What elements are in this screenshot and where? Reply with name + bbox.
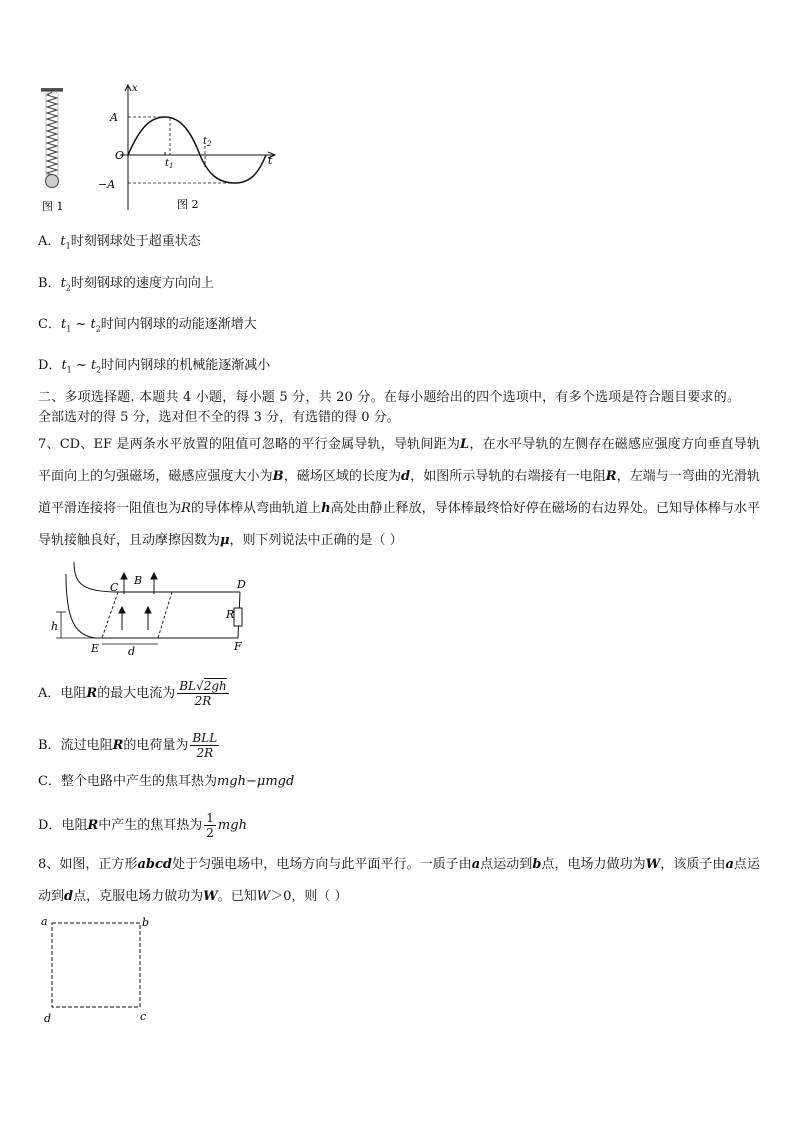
vertex-b-label: b: [142, 916, 150, 929]
q6-option-d: D．$t_1$ ~ $t_2$时间内钢球的机械能逐渐减小: [38, 358, 271, 375]
axis-t-label: t: [268, 154, 273, 167]
q8-stem: 8、如图，正方形abcd处于匀强电场中，电场方向与此平面平行。一质子由a点运动到b点，电场力做功为W，该质子由a点运动到d点，克服电场力做功为W。已知W＞0，则（ ）: [38, 857, 760, 904]
neg-amplitude-label: −A: [98, 178, 116, 191]
label-B-field: B: [134, 574, 143, 587]
axis-x-label: x: [132, 83, 138, 94]
label-d: d: [128, 645, 136, 658]
rail-magnetic-field-figure: [44, 560, 256, 660]
figure2-caption: 图 2: [177, 198, 199, 211]
q7-option-c: C．整个电路中产生的焦耳热为mgh−μmgd: [38, 774, 295, 789]
label-F: F: [234, 640, 242, 653]
q6-option-a: A．$t_1$时刻钢球处于超重状态: [38, 234, 201, 251]
spring-oscillation-figure: [38, 82, 298, 216]
q7-stem: 7、CD、EF 是两条水平放置的阻值可忽略的平行金属导轨，导轨间距为L，在水平导轨的左侧存在磁感应强度方向垂直导轨平面向上的匀强磁场，磁感应强度大小为B，磁场区域的长度为d，如图所示导轨的右端接有一电阻R，左端与一弯曲的光滑轨道平滑连接将一阻值也为R的导体棒从弯曲轨道上h高处由静止释放，导体棒最终恰好停在磁场的右边界处。已知导体棒与水平导轨接触良好，且动摩擦因数为μ，则下列说法中正确的是（ ）: [38, 437, 760, 548]
origin-label: O: [115, 149, 125, 162]
figure1-caption: 图 1: [42, 200, 64, 213]
label-E: E: [91, 642, 100, 655]
q7-option-a: A．电阻R的最大电流为 $\frac{BL√2gh}{2R}$: [38, 679, 227, 708]
label-C: C: [110, 581, 119, 594]
amplitude-A-label: A: [110, 111, 118, 124]
section2-instruction-line2: 全部选对的得 5 分，选对但不全的得 3 分，有选错的得 0 分。: [38, 410, 400, 425]
q7-option-d: D．电阻R中产生的焦耳热为 $\frac{1}{2}$ mgh: [38, 811, 247, 840]
q6-option-c: C．$t_1$ ~ $t_2$时间内钢球的动能逐渐增大: [38, 317, 257, 334]
t2-label: $t_2$: [203, 136, 212, 148]
vertex-a-label: a: [41, 915, 48, 928]
section2-instruction-line1: 二、多项选择题. 本题共 4 小题，每小题 5 分，共 20 分。在每小题给出的四个选项中，有多个选项是符合题目要求的。: [38, 390, 741, 405]
label-D: D: [237, 578, 246, 591]
t1-label: $t_1$: [165, 158, 174, 170]
figure1-spring: [41, 88, 64, 213]
label-R: R: [226, 608, 235, 621]
figure2-xt-graph: [98, 83, 275, 211]
q6-option-b: B．$t_2$时刻钢球的速度方向向上: [38, 276, 214, 293]
square-abcd-figure: [38, 912, 158, 1024]
vertex-c-label: c: [140, 1010, 147, 1023]
q7-option-b: B．流过电阻R的电荷量为 $\frac{\text{BLL}}{2R}$: [38, 731, 218, 760]
vertex-d-label: d: [44, 1012, 52, 1024]
label-h: h: [51, 620, 59, 633]
